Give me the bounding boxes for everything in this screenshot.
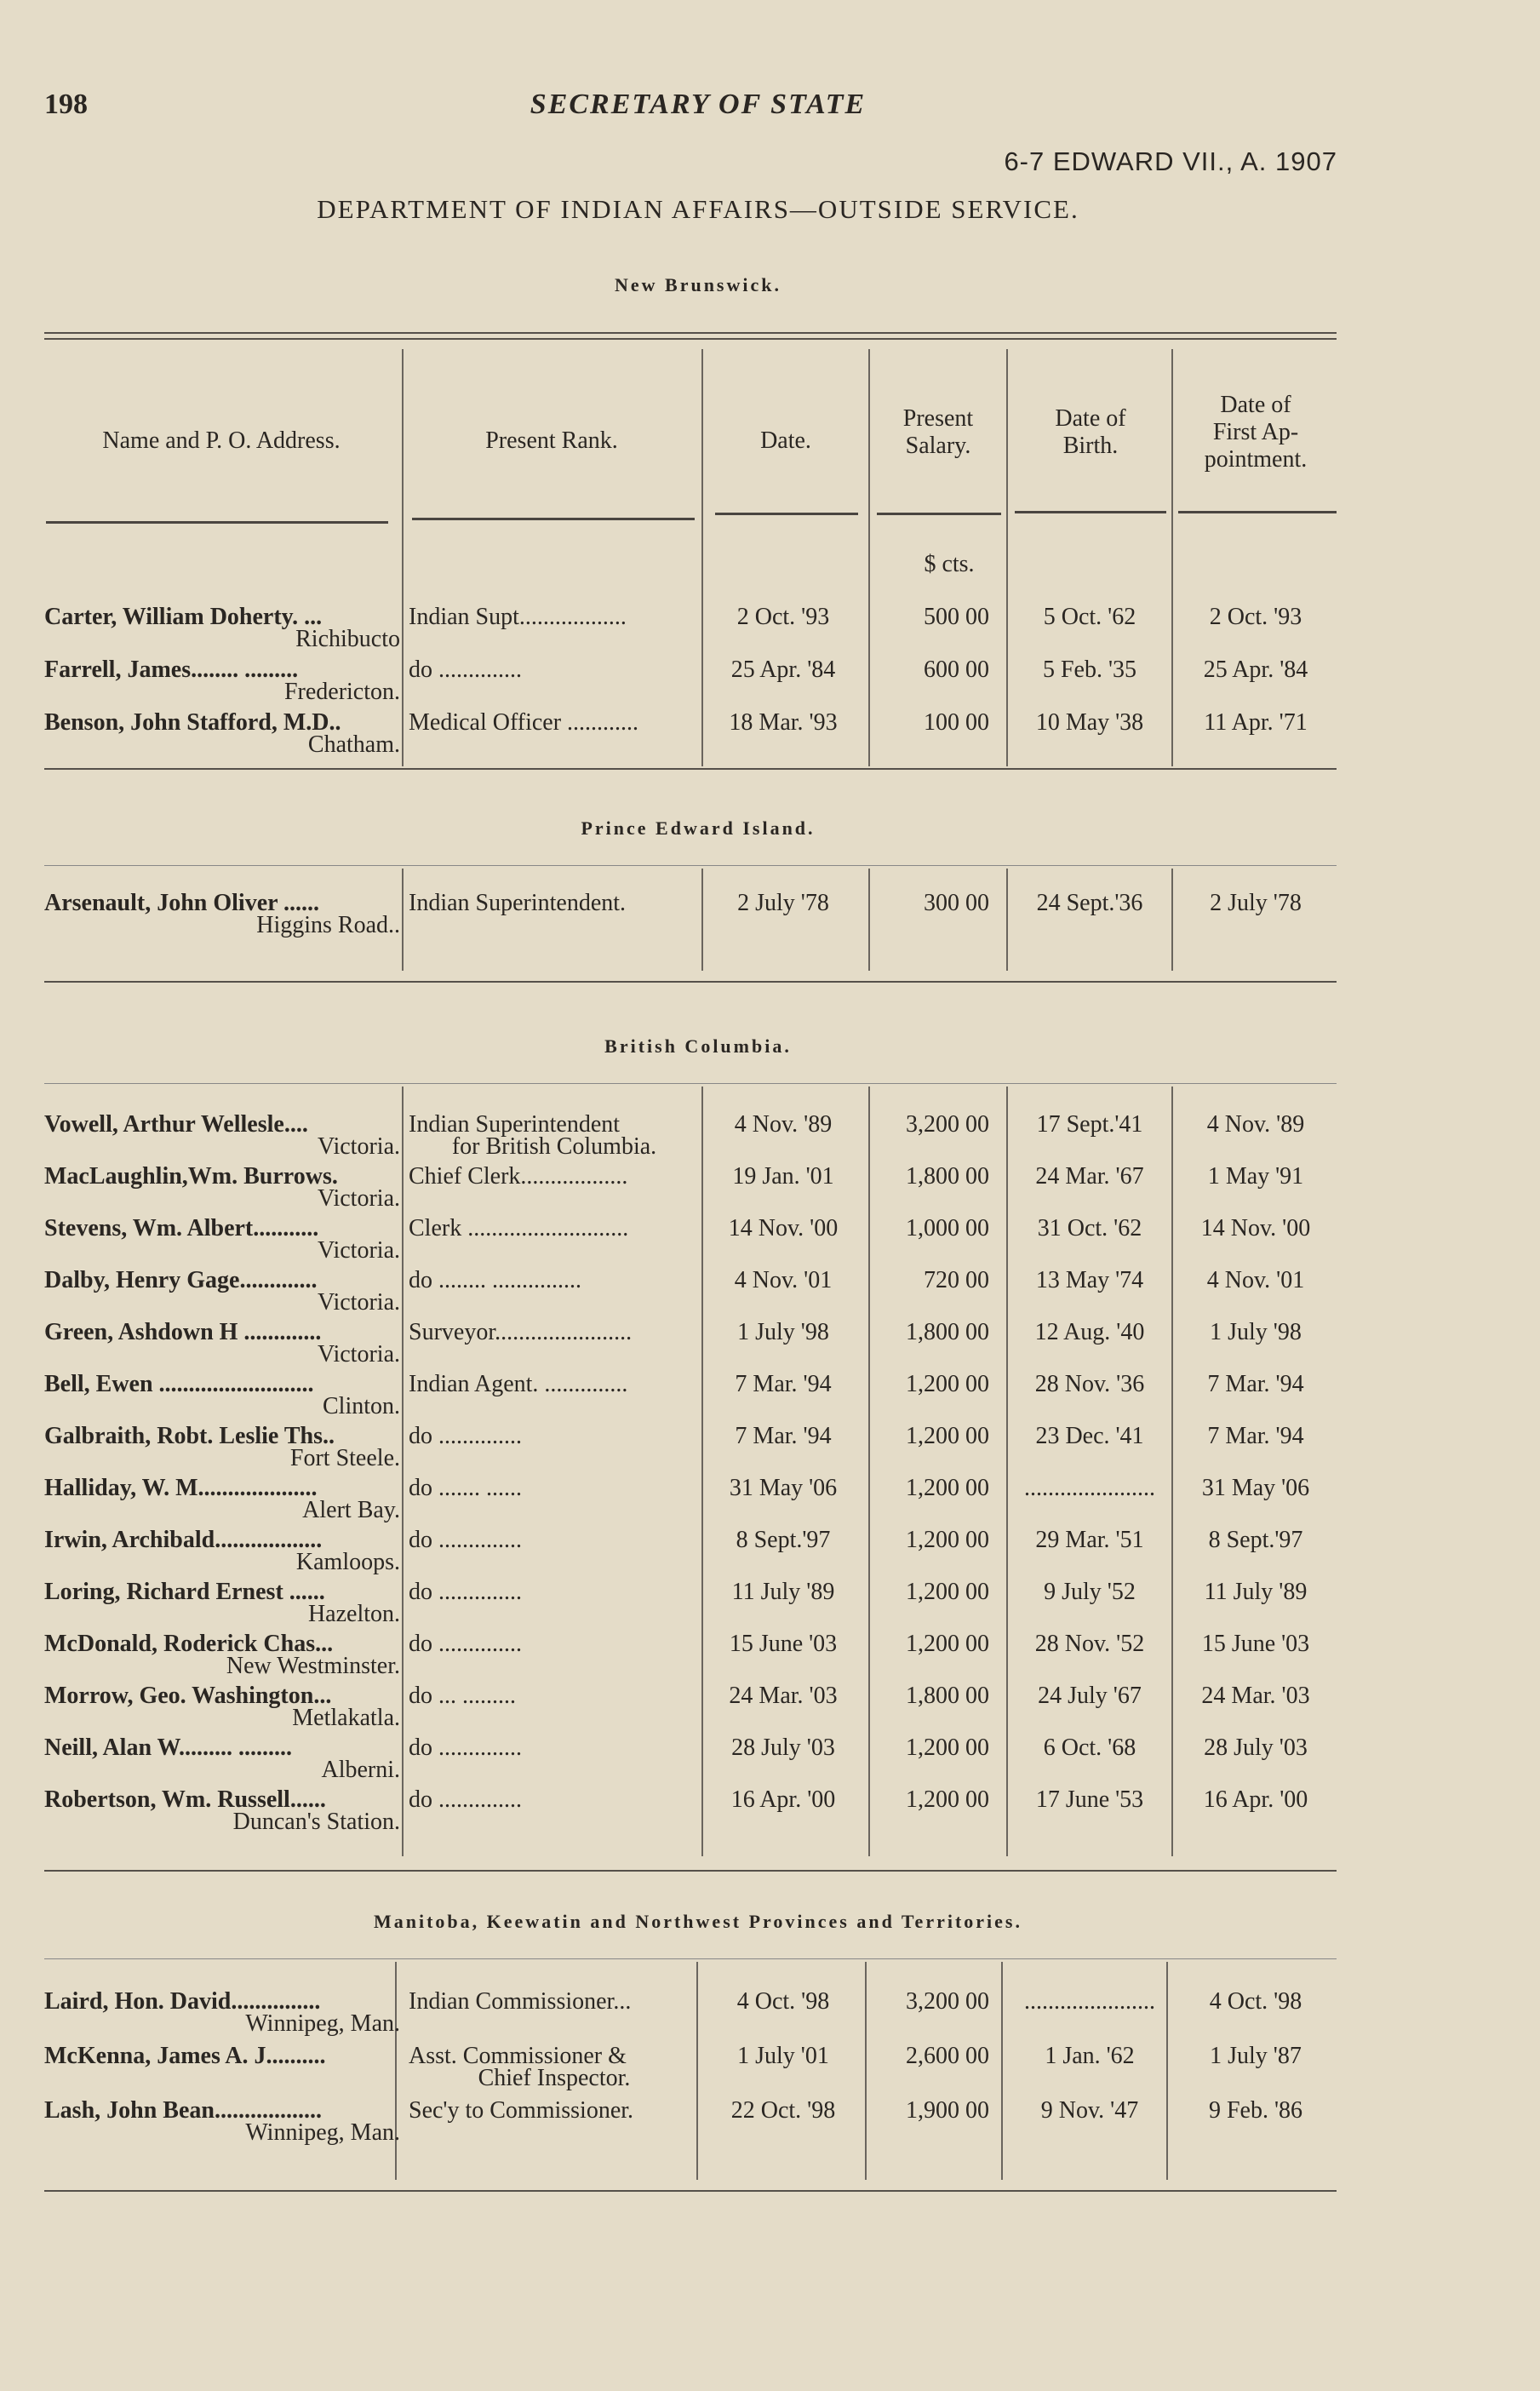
row-name: Benson, John Stafford, M.D.. (44, 709, 341, 736)
row-name: MacLaughlin,Wm. Burrows. (44, 1163, 338, 1190)
row-rank: Chief Clerk.................. (409, 1163, 628, 1190)
row-name: Robertson, Wm. Russell...... (44, 1786, 326, 1813)
row-birth-date: 31 Oct. '62 (1037, 1215, 1142, 1241)
column-divider (1006, 349, 1008, 766)
birth-header-line: Birth. (1062, 433, 1119, 459)
row-rank: do ........ ............... (409, 1267, 581, 1293)
row-date: 31 May '06 (729, 1475, 838, 1501)
row-date: 16 Apr. '00 (730, 1786, 836, 1813)
row-first-appointment: 25 Apr. '84 (1203, 657, 1308, 683)
column-divider (865, 1962, 867, 2180)
row-address: Victoria. (317, 1289, 400, 1316)
row-birth-date: 12 Aug. '40 (1034, 1319, 1145, 1345)
row-birth-date: ...................... (1024, 1475, 1155, 1501)
row-birth-date: 24 July '67 (1038, 1683, 1142, 1709)
row-name: Morrow, Geo. Washington... (44, 1683, 332, 1709)
row-first-appointment: 31 May '06 (1201, 1475, 1310, 1501)
row-date: 24 Mar. '03 (729, 1683, 838, 1709)
row-name: Loring, Richard Ernest ...... (44, 1579, 325, 1605)
row-salary: 1,800 00 (906, 1319, 989, 1345)
row-date: 22 Oct. '98 (730, 2097, 836, 2124)
row-name: Lash, John Bean.................. (44, 2097, 322, 2124)
row-rank: Medical Officer ............ (409, 709, 639, 736)
row-address: New Westminster. (226, 1653, 400, 1679)
row-first-appointment: 4 Oct. '98 (1209, 1988, 1302, 2015)
row-first-appointment: 2 July '78 (1210, 890, 1302, 916)
row-birth-date: 23 Dec. '41 (1035, 1423, 1144, 1449)
running-title: SECRETARY OF STATE (530, 89, 867, 120)
row-birth-date: 28 Nov. '52 (1034, 1631, 1145, 1657)
birth-header-line: Date of (1055, 405, 1126, 432)
column-divider (402, 869, 404, 971)
column-header-date: Date. (760, 427, 811, 454)
row-date: 4 Nov. '01 (734, 1267, 833, 1293)
row-salary: 1,200 00 (906, 1527, 989, 1553)
row-rank: do .............. (409, 1579, 522, 1605)
row-address: Hazelton. (307, 1601, 400, 1627)
row-date: 1 July '01 (737, 2043, 829, 2069)
first-appointment-header-line: Date of (1220, 392, 1291, 418)
row-salary: 2,600 00 (906, 2043, 989, 2069)
column-divider (868, 869, 870, 971)
salary-header-line: Salary. (905, 433, 971, 459)
row-name: Vowell, Arthur Wellesle.... (44, 1111, 308, 1138)
column-divider (1171, 869, 1173, 971)
section-title: New Brunswick. (614, 274, 781, 295)
section-top-rule (44, 1083, 1337, 1084)
row-name: Stevens, Wm. Albert........... (44, 1215, 319, 1241)
first-appointment-header-line: pointment. (1204, 446, 1308, 473)
header-underline (412, 518, 695, 520)
row-rank: Asst. Commissioner & (409, 2043, 627, 2069)
row-address: Victoria. (317, 1133, 400, 1160)
row-first-appointment: 14 Nov. '00 (1200, 1215, 1311, 1241)
row-salary: 1,800 00 (906, 1163, 989, 1190)
column-divider (701, 869, 703, 971)
row-rank: do ... ......... (409, 1683, 516, 1709)
column-divider (402, 1087, 404, 1856)
section-top-rule (44, 1958, 1337, 1959)
row-name: Halliday, W. M.................... (44, 1475, 318, 1501)
row-rank: Indian Supt.................. (409, 604, 627, 630)
header-underline (1178, 511, 1337, 513)
row-first-appointment: 2 Oct. '93 (1209, 604, 1302, 630)
column-divider (1001, 1962, 1003, 2180)
row-address: Victoria. (317, 1185, 400, 1212)
row-address: Alert Bay. (302, 1497, 400, 1523)
column-divider (1171, 1087, 1173, 1856)
row-first-appointment: 4 Nov. '01 (1206, 1267, 1305, 1293)
row-salary: 600 00 (924, 657, 989, 683)
row-first-appointment: 1 July '98 (1210, 1319, 1302, 1345)
row-salary: 3,200 00 (906, 1988, 989, 2015)
row-first-appointment: 8 Sept.'97 (1208, 1527, 1303, 1553)
row-address: Fort Steele. (289, 1445, 400, 1471)
column-divider (701, 349, 703, 766)
row-address: Winnipeg, Man. (245, 2119, 400, 2146)
row-first-appointment: 28 July '03 (1204, 1734, 1308, 1761)
header-underline (877, 513, 1001, 515)
row-salary: 100 00 (924, 709, 989, 736)
row-first-appointment: 7 Mar. '94 (1207, 1371, 1304, 1397)
row-date: 1 July '98 (737, 1319, 829, 1345)
row-date: 19 Jan. '01 (732, 1163, 834, 1190)
row-name: Galbraith, Robt. Leslie Ths.. (44, 1423, 335, 1449)
row-address: Alberni. (321, 1757, 400, 1783)
row-birth-date: 5 Oct. '62 (1043, 604, 1136, 630)
row-rank: Clerk ........................... (409, 1215, 629, 1241)
row-birth-date: 17 June '53 (1035, 1786, 1144, 1813)
row-rank-continued: for British Columbia. (451, 1133, 657, 1160)
row-birth-date: 28 Nov. '36 (1034, 1371, 1145, 1397)
row-rank-continued: Chief Inspector. (478, 2065, 631, 2091)
section-end-rule (44, 981, 1337, 983)
row-rank: Sec'y to Commissioner. (409, 2097, 634, 2124)
row-rank: do .............. (409, 1786, 522, 1813)
row-first-appointment: 1 May '91 (1207, 1163, 1304, 1190)
row-salary: 1,000 00 (906, 1215, 989, 1241)
row-address: Winnipeg, Man. (245, 2010, 400, 2037)
row-salary: 1,200 00 (906, 1475, 989, 1501)
column-divider (868, 349, 870, 766)
row-birth-date: 29 Mar. '51 (1035, 1527, 1144, 1553)
row-rank: Indian Agent. .............. (409, 1371, 628, 1397)
row-rank: Indian Superintendent. (409, 890, 627, 916)
row-rank: do .............. (409, 1734, 522, 1761)
row-salary: 1,800 00 (906, 1683, 989, 1709)
header-underline (46, 521, 388, 524)
first-appointment-header-line: First Ap- (1212, 419, 1299, 445)
currency-label: $ cts. (924, 551, 975, 577)
row-salary: 720 00 (924, 1267, 989, 1293)
row-date: 2 Oct. '93 (736, 604, 830, 630)
row-salary: 500 00 (924, 604, 989, 630)
row-name: Irwin, Archibald.................. (44, 1527, 323, 1553)
row-date: 25 Apr. '84 (730, 657, 836, 683)
row-date: 14 Nov. '00 (728, 1215, 839, 1241)
section-title: British Columbia. (604, 1035, 792, 1057)
column-header-birth (1010, 405, 1171, 460)
section-top-rule (44, 865, 1337, 866)
row-date: 15 June '03 (729, 1631, 838, 1657)
row-rank: do .............. (409, 1423, 522, 1449)
header-underline (1015, 511, 1166, 513)
session-reference: 6-7 EDWARD VII., A. 1907 (1004, 146, 1337, 176)
salary-header-line: Present (902, 405, 974, 432)
row-name: McDonald, Roderick Chas... (44, 1631, 334, 1657)
row-address: Victoria. (317, 1341, 400, 1368)
row-address: Higgins Road.. (256, 912, 400, 938)
row-date: 11 July '89 (731, 1579, 835, 1605)
row-rank: Indian Commissioner... (409, 1988, 632, 2015)
row-address: Clinton. (322, 1393, 400, 1419)
row-date: 2 July '78 (737, 890, 829, 916)
row-salary: 3,200 00 (906, 1111, 989, 1138)
row-address: Fredericton. (283, 679, 400, 705)
row-first-appointment: 11 July '89 (1204, 1579, 1308, 1605)
row-first-appointment: 24 Mar. '03 (1201, 1683, 1310, 1709)
page-number: 198 (44, 89, 88, 120)
row-birth-date: 5 Feb. '35 (1042, 657, 1137, 683)
section-title: Manitoba, Keewatin and Northwest Provinces and Territories. (373, 1911, 1022, 1932)
section-end-rule (44, 768, 1337, 770)
row-salary: 1,200 00 (906, 1786, 989, 1813)
row-first-appointment: 1 July '87 (1210, 2043, 1302, 2069)
row-first-appointment: 9 Feb. '86 (1208, 2097, 1303, 2124)
section-title: Prince Edward Island. (581, 817, 816, 839)
row-birth-date: 24 Sept.'36 (1036, 890, 1143, 916)
row-address: Metlakatla. (292, 1705, 400, 1731)
row-address: Duncan's Station. (232, 1809, 400, 1835)
column-divider (1006, 1087, 1008, 1856)
row-address: Chatham. (307, 731, 400, 758)
row-name: Neill, Alan W......... ......... (44, 1734, 292, 1761)
row-birth-date: 24 Mar. '67 (1035, 1163, 1144, 1190)
row-date: 4 Oct. '98 (736, 1988, 830, 2015)
row-date: 7 Mar. '94 (735, 1423, 832, 1449)
row-birth-date: ...................... (1024, 1988, 1155, 2015)
row-salary: 300 00 (924, 890, 989, 916)
row-first-appointment: 4 Nov. '89 (1206, 1111, 1305, 1138)
column-header-name: Name and P. O. Address. (102, 427, 341, 454)
row-birth-date: 6 Oct. '68 (1043, 1734, 1136, 1761)
row-first-appointment: 15 June '03 (1201, 1631, 1310, 1657)
row-salary: 1,200 00 (906, 1371, 989, 1397)
row-date: 28 July '03 (731, 1734, 835, 1761)
row-date: 18 Mar. '93 (729, 709, 838, 736)
row-birth-date: 13 May '74 (1035, 1267, 1144, 1293)
table-top-rule (44, 332, 1337, 340)
row-rank: Indian Superintendent (409, 1111, 621, 1138)
row-first-appointment: 11 Apr. '71 (1204, 709, 1308, 736)
row-first-appointment: 16 Apr. '00 (1203, 1786, 1308, 1813)
column-divider (1006, 869, 1008, 971)
row-name: Laird, Hon. David............... (44, 1988, 321, 2015)
row-birth-date: 10 May '38 (1035, 709, 1144, 736)
column-divider (1171, 349, 1173, 766)
row-salary: 1,200 00 (906, 1734, 989, 1761)
row-salary: 1,200 00 (906, 1579, 989, 1605)
row-name: Bell, Ewen .......................... (44, 1371, 314, 1397)
row-address: Richibucto (295, 626, 400, 652)
column-divider (402, 349, 404, 766)
column-header-first-appointment (1175, 392, 1337, 473)
row-name: McKenna, James A. J.......... (44, 2043, 326, 2069)
row-birth-date: 17 Sept.'41 (1036, 1111, 1143, 1138)
row-name: Arsenault, John Oliver ...... (44, 890, 320, 916)
row-date: 4 Nov. '89 (734, 1111, 833, 1138)
row-first-appointment: 7 Mar. '94 (1207, 1423, 1304, 1449)
row-name: Carter, William Doherty. ... (44, 604, 323, 630)
row-salary: 1,200 00 (906, 1423, 989, 1449)
row-name: Farrell, James........ ......... (44, 657, 299, 683)
row-birth-date: 9 July '52 (1044, 1579, 1136, 1605)
column-header-rank: Present Rank. (485, 427, 618, 454)
row-birth-date: 1 Jan. '62 (1045, 2043, 1135, 2069)
row-address: Victoria. (317, 1237, 400, 1264)
row-rank: do .............. (409, 1527, 522, 1553)
row-name: Dalby, Henry Gage............. (44, 1267, 318, 1293)
row-birth-date: 9 Nov. '47 (1040, 2097, 1139, 2124)
header-underline (715, 513, 858, 515)
row-address: Kamloops. (295, 1549, 400, 1575)
row-name: Green, Ashdown H ............. (44, 1319, 322, 1345)
section-end-rule (44, 1870, 1337, 1872)
column-header-salary (870, 405, 1006, 460)
row-salary: 1,200 00 (906, 1631, 989, 1657)
department-title: DEPARTMENT OF INDIAN AFFAIRS—OUTSIDE SERVICE. (317, 194, 1079, 224)
row-rank: do .............. (409, 1631, 522, 1657)
row-date: 8 Sept.'97 (736, 1527, 831, 1553)
row-rank: do ....... ...... (409, 1475, 522, 1501)
section-end-rule (44, 2190, 1337, 2192)
row-rank: Surveyor....................... (409, 1319, 633, 1345)
row-rank: do .............. (409, 657, 522, 683)
row-date: 7 Mar. '94 (735, 1371, 832, 1397)
row-salary: 1,900 00 (906, 2097, 989, 2124)
